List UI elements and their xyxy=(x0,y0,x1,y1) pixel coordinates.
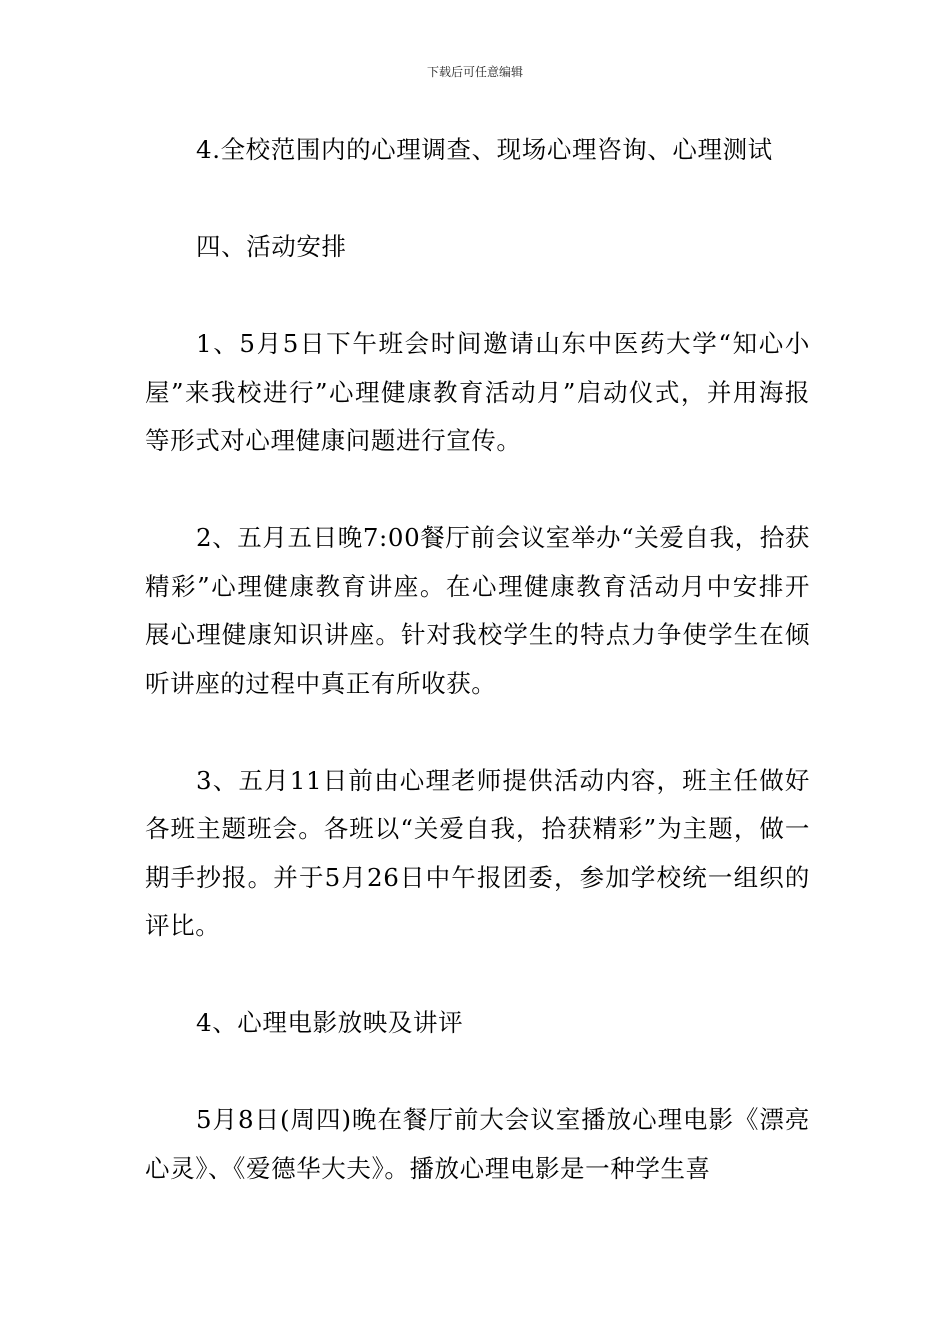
paragraph-activity-4-heading: 4、心理电影放映及讲评 xyxy=(196,1008,464,1037)
paragraph-survey-item: 4.全校范围内的心理调查、现场心理咨询、心理测试 xyxy=(196,135,773,164)
paragraph-activity-3: 3、五月11日前由心理老师提供活动内容，班主任做好各班主题班会。各班以“关爱自我，拾获精彩”为主题，做一期手抄报。并于5月26日中午报团委，参加学校统一组织的评比。 xyxy=(145,765,810,940)
document-body xyxy=(145,126,810,1193)
section-heading-activity-arrangement: 四、活动安排 xyxy=(196,232,347,261)
paragraph-movie-screening: 5月8日(周四)晚在餐厅前大会议室播放心理电影《漂亮心灵》、《爱德华大夫》。播放心理电影是一种学生喜 xyxy=(145,1105,810,1183)
page-header: 下载后可任意编辑 xyxy=(426,65,523,79)
paragraph-activity-1: 1、5月5日下午班会时间邀请山东中医药大学“知心小屋”来我校进行”心理健康教育活动月”启动仪式，并用海报等形式对心理健康问题进行宣传。 xyxy=(145,329,810,455)
paragraph-activity-2: 2、五月五日晚7:00餐厅前会议室举办“关爱自我，拾获精彩”心理健康教育讲座。在心理健康教育活动月中安排开展心理健康知识讲座。针对我校学生的特点力争使学生在倾听讲座的过程中真正有所收获。 xyxy=(145,523,810,698)
